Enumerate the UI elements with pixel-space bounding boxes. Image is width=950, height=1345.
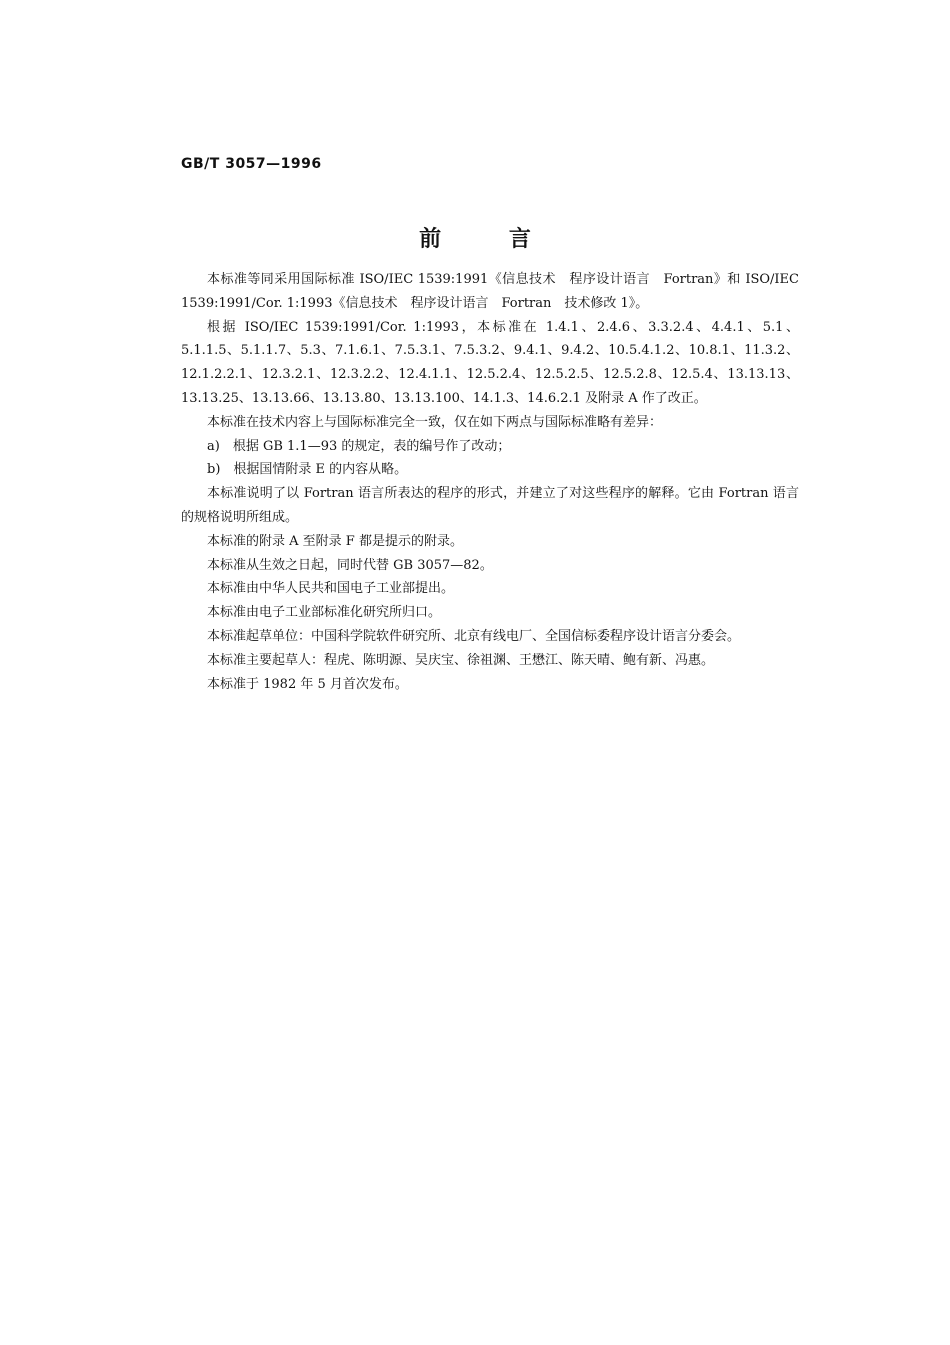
paragraph-proposed-by: 本标准由中华人民共和国电子工业部提出。 (207, 581, 455, 597)
paragraph-corrections: 根据 ISO/IEC 1539:1991/Cor. 1:1993，本标准在 1.4.1、2.4.6、3.3.2.4、4.4.1、5.1、5.1.1.5、5.1.1.7、5.3、7.1.6.1、7.5.3.1、7.5.3.2、9.4.1、9.4.2、10.5.4.1.2、10.8.1、11.3.2、12.1.2.2.1、12.3.2.1、12.3.2.2、12.4.1.1、12.5.2.4、12.5.2.5、12.5.2.8、12.5.4、13.13.13、13.13.25、13.13.66、13.13.80、13.13.100、14.1.3、14.6.2.1 及附录 A 作了改正。 (181, 319, 799, 406)
paragraph-drafting-units: 本标准起草单位：中国科学院软件研究所、北京有线电厂、全国信标委程序设计语言分委会。 (207, 628, 741, 644)
standard-number: GB/T 3057—1996 (181, 156, 322, 172)
page-title: 前 言 (419, 226, 561, 252)
paragraph-replaces: 本标准从生效之日起，同时代替 GB 3057—82。 (207, 557, 493, 573)
list-item-b: b) 根据国情附录 E 的内容从略。 (207, 462, 408, 478)
list-item-a: a) 根据 GB 1.1—93 的规定，表的编号作了改动； (207, 438, 511, 454)
paragraph-first-published: 本标准于 1982 年 5 月首次发布。 (207, 676, 408, 692)
paragraph-drafters: 本标准主要起草人：程虎、陈明源、吴庆宝、徐祖渊、王懋江、陈天晴、鲍有新、冯惠。 (207, 652, 715, 668)
paragraph-appendices: 本标准的附录 A 至附录 F 都是提示的附录。 (207, 533, 463, 549)
foreword-body (181, 268, 799, 696)
paragraph-adoption: 本标准等同采用国际标准 ISO/IEC 1539:1991《信息技术 程序设计语言 Fortran》和 ISO/IEC 1539:1991/Cor. 1:1993《信息技术 程序设计语言 Fortran 技术修改 1》。 (181, 272, 799, 311)
paragraph-differences: 本标准在技术内容上与国际标准完全一致，仅在如下两点与国际标准略有差异： (207, 414, 663, 430)
paragraph-administered-by: 本标准由电子工业部标准化研究所归口。 (207, 605, 442, 621)
paragraph-scope: 本标准说明了以 Fortran 语言所表达的程序的形式，并建立了对这些程序的解释。它由 Fortran 语言的规格说明所组成。 (181, 486, 799, 525)
